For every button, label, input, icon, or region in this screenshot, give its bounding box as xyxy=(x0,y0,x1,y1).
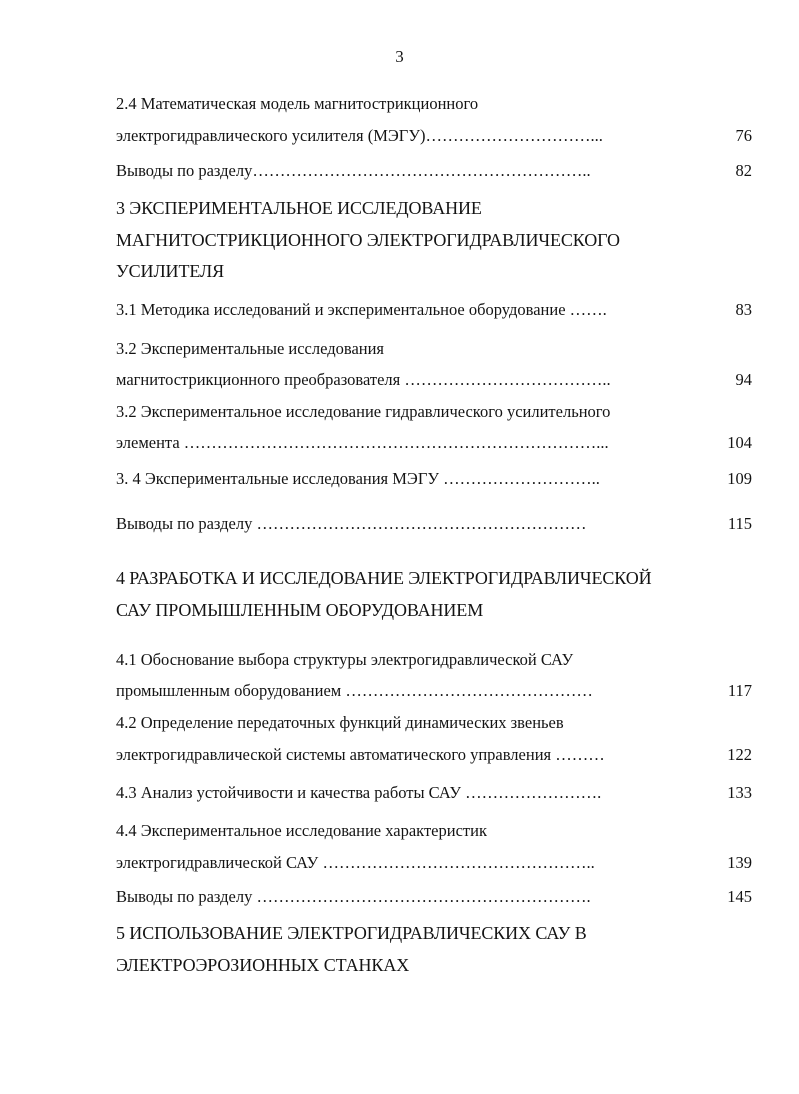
toc-line: 3.2 Экспериментальные исследования xyxy=(116,339,385,358)
chapter-heading: 5 ИСПОЛЬЗОВАНИЕ ЭЛЕКТРОГИДРАВЛИЧЕСКИХ САУ В xyxy=(116,923,587,943)
toc-line: промышленным оборудованием ……………………………………… xyxy=(116,681,593,700)
chapter-heading: МАГНИТОСТРИКЦИОННОГО ЭЛЕКТРОГИДРАВЛИЧЕСКОГО xyxy=(116,230,620,250)
toc-line: магнитострикционного преобразователя ……………………………….. xyxy=(116,370,611,389)
toc-page-number: 115 xyxy=(727,514,752,533)
toc-line: Выводы по разделу…………………………………………………….. xyxy=(116,161,591,180)
toc-page-number: 76 xyxy=(735,126,752,145)
chapter-heading: ЭЛЕКТРОЭРОЗИОННЫХ СТАНКАХ xyxy=(116,955,410,975)
toc-line: электрогидравлической САУ ………………………………………….. xyxy=(116,853,595,872)
toc-page-number: 117 xyxy=(727,681,752,700)
toc-line: 3.1 Методика исследований и экспериментальное оборудование ……. xyxy=(116,300,607,319)
toc-line: 4.4 Экспериментальное исследование характеристик xyxy=(116,821,487,840)
toc-line: 3. 4 Экспериментальные исследования МЭГУ ……………………….. xyxy=(116,469,600,488)
toc-line: электрогидравлической системы автоматического управления ……… xyxy=(116,745,605,764)
chapter-heading: САУ ПРОМЫШЛЕННЫМ ОБОРУДОВАНИЕМ xyxy=(116,600,484,620)
toc-line: 3.2 Экспериментальное исследование гидравлического усилительного xyxy=(116,402,611,421)
toc-line: Выводы по разделу ……………………………………………………. xyxy=(116,887,591,906)
chapter-heading: 4 РАЗРАБОТКА И ИССЛЕДОВАНИЕ ЭЛЕКТРОГИДРАВЛИЧЕСКОЙ xyxy=(116,568,652,588)
toc-page-number: 94 xyxy=(735,370,752,389)
toc-line: 4.1 Обоснование выбора структуры электрогидравлической САУ xyxy=(116,650,574,669)
toc-page-number: 82 xyxy=(735,161,752,180)
toc-line: 4.2 Определение передаточных функций динамических звеньев xyxy=(116,713,564,732)
toc-line: 2.4 Математическая модель магнитострикционного xyxy=(116,94,479,113)
chapter-heading: УСИЛИТЕЛЯ xyxy=(116,261,225,281)
toc-page-number: 109 xyxy=(727,469,752,488)
toc-line: элемента …………………………………………………………………... xyxy=(116,433,609,452)
toc-page-number: 133 xyxy=(727,783,752,802)
toc-page-number: 145 xyxy=(727,887,752,906)
toc-line: 4.3 Анализ устойчивости и качества работы САУ ……………………. xyxy=(116,783,602,802)
toc-page-number: 122 xyxy=(727,745,752,764)
toc-page-number: 104 xyxy=(727,433,752,452)
toc-line: электрогидравлического усилителя (МЭГУ)…………………………... xyxy=(116,126,603,145)
page-number: 3 xyxy=(395,47,404,66)
toc-line: Выводы по разделу …………………………………………………… xyxy=(116,514,587,533)
chapter-heading: 3 ЭКСПЕРИМЕНТАЛЬНОЕ ИССЛЕДОВАНИЕ xyxy=(116,198,482,218)
toc-page-number: 83 xyxy=(735,300,752,319)
toc-page-number: 139 xyxy=(727,853,752,872)
